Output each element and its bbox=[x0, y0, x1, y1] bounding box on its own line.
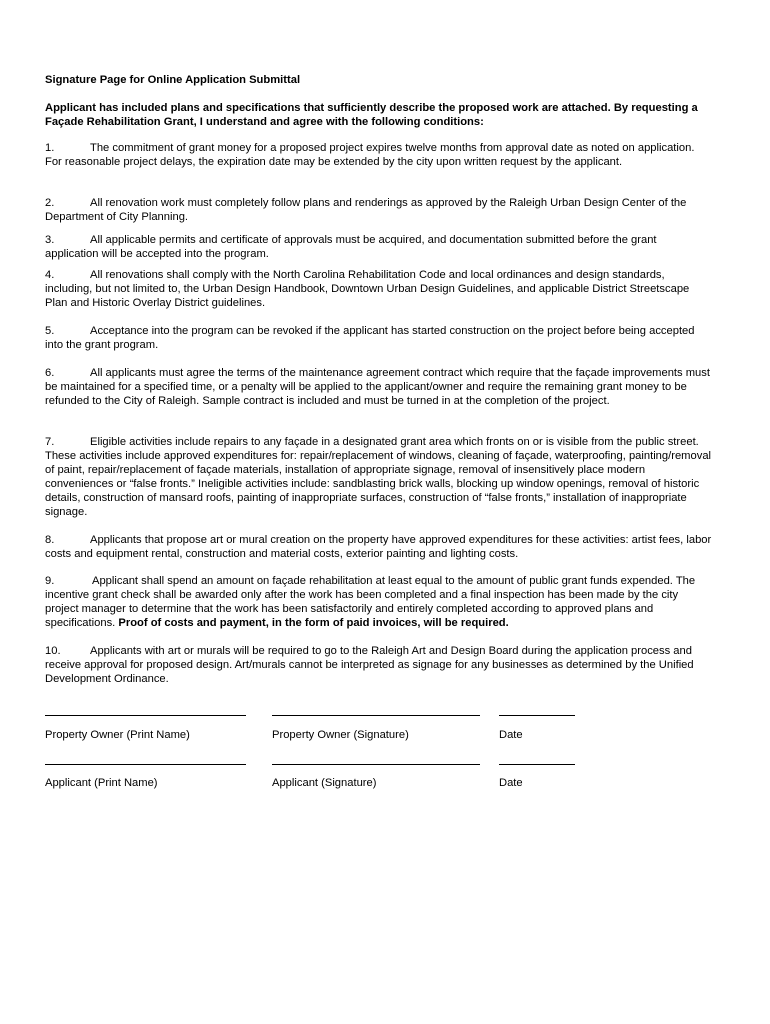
condition-text: All renovation work must completely follow plans and renderings as approved by the Raleigh Urban Design Center of the Department of City Planning. bbox=[45, 197, 687, 223]
condition-number: 6. bbox=[45, 367, 55, 379]
condition-number: 3. bbox=[45, 234, 55, 246]
condition-number: 1. bbox=[45, 142, 55, 154]
condition-number: 10. bbox=[45, 645, 61, 657]
condition-4 bbox=[45, 268, 713, 310]
condition-number: 7. bbox=[45, 436, 55, 448]
owner-date-line[interactable] bbox=[499, 715, 575, 716]
condition-2 bbox=[45, 196, 713, 224]
applicant-date-line[interactable] bbox=[499, 764, 575, 765]
condition-number: 9. bbox=[45, 575, 55, 587]
owner-print-label: Property Owner (Print Name) bbox=[45, 729, 190, 741]
applicant-date-label: Date bbox=[499, 777, 523, 789]
condition-3 bbox=[45, 233, 713, 261]
page-title: Signature Page for Online Application Submittal bbox=[45, 74, 301, 86]
applicant-print-label: Applicant (Print Name) bbox=[45, 777, 158, 789]
owner-signature-label: Property Owner (Signature) bbox=[272, 729, 409, 741]
condition-5 bbox=[45, 324, 713, 352]
applicant-print-line[interactable] bbox=[45, 764, 246, 765]
condition-text: Eligible activities include repairs to any façade in a designated grant area which fronts on or is visible from the public street. These activities include approved expenditures for: repair/replacement of windows, cleaning of façade, waterproofing, painting/removal of paint, repair/replacement of façade materials, installation of appropriate signage, removal of insensitively place modern conveniences or “false fronts.” Ineligible activities include: sandblasting brick walls, blocking up window openings, removal of historic details, construction of mansard roofs, painting of inappropriate surfaces, construction of “false fronts,” installation of inappropriate signage. bbox=[45, 436, 712, 518]
condition-text: Applicants with art or murals will be required to go to the Raleigh Art and Design Board during the application process and receive approval for proposed design. Art/murals cannot be interpreted as signage for any businesses as determined by the Unified Development Ordinance. bbox=[45, 645, 694, 685]
condition-6 bbox=[45, 366, 713, 408]
condition-number: 8. bbox=[45, 534, 55, 546]
condition-number: 2. bbox=[45, 197, 55, 209]
intro-paragraph: Applicant has included plans and specifications that sufficiently describe the proposed work are attached. By requesting a Façade Rehabilitation Grant, I understand and agree with the following conditions: bbox=[45, 102, 698, 128]
applicant-signature-label: Applicant (Signature) bbox=[272, 777, 377, 789]
owner-print-line[interactable] bbox=[45, 715, 246, 716]
applicant-signature-line[interactable] bbox=[272, 764, 480, 765]
condition-number: 4. bbox=[45, 269, 55, 281]
condition-1 bbox=[45, 141, 713, 169]
condition-10 bbox=[45, 644, 713, 686]
condition-text: Applicant shall spend an amount on façade rehabilitation at least equal to the amount of public grant funds expended. The incentive grant check shall be awarded only after the work has been completed and a final inspection has been made by the city project manager to determine that the work has been satisfactorily and entirely completed according to approved plans and specifications. bbox=[45, 575, 696, 629]
owner-date-label: Date bbox=[499, 729, 523, 741]
condition-text: The commitment of grant money for a proposed project expires twelve months from approval date as noted on application. For reasonable project delays, the expiration date may be extended by the city upon written request by the applicant. bbox=[45, 142, 695, 168]
condition-9 bbox=[45, 574, 713, 630]
condition-bold-note: Proof of costs and payment, in the form of paid invoices, will be required. bbox=[118, 617, 509, 629]
condition-text: Acceptance into the program can be revoked if the applicant has started construction on the project before being accepted into the grant program. bbox=[45, 325, 695, 351]
condition-text: All renovations shall comply with the North Carolina Rehabilitation Code and local ordinances and design standards, including, but not limited to, the Urban Design Handbook, Downtown Urban Design Guidelines, and applicable District Streetscape Plan and Historic Overlay District guidelines. bbox=[45, 269, 690, 309]
condition-number: 5. bbox=[45, 325, 55, 337]
condition-7 bbox=[45, 435, 713, 519]
condition-text: All applicable permits and certificate of approvals must be acquired, and documentation submitted before the grant application will be accepted into the program. bbox=[45, 234, 657, 260]
condition-text: Applicants that propose art or mural creation on the property have approved expenditures for these activities: artist fees, labor costs and equipment rental, construction and material costs, exterior painting and lighting costs. bbox=[45, 534, 712, 560]
condition-8 bbox=[45, 533, 713, 561]
condition-text: All applicants must agree the terms of the maintenance agreement contract which require that the façade improvements must be maintained for a specified time, or a penalty will be applied to the applicant/owner and require the remaining grant money to be refunded to the City of Raleigh. Sample contract is included and must be turned in at the completion of the project. bbox=[45, 367, 710, 407]
owner-signature-line[interactable] bbox=[272, 715, 480, 716]
